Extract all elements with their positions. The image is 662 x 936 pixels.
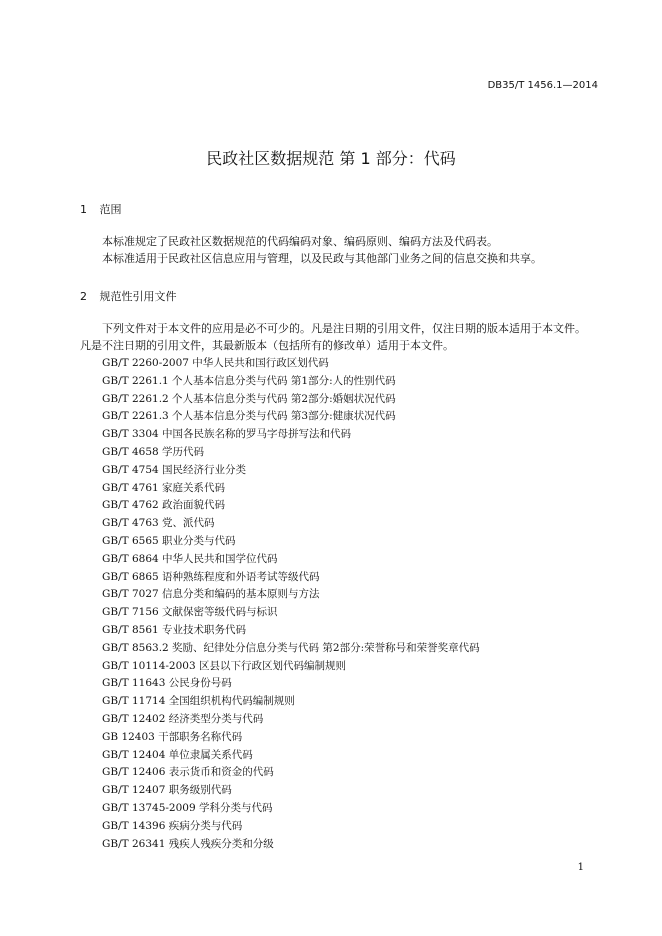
- reference-item: GB/T 3304 中国各民族名称的罗马字母拼写法和代码: [102, 428, 352, 441]
- reference-item: GB/T 14396 疾病分类与代码: [102, 819, 243, 832]
- section-number: 2: [80, 290, 87, 303]
- reference-item: GB/T 10114-2003 区县以下行政区划代码编制规则: [102, 659, 346, 672]
- section-heading-scope: [80, 201, 122, 217]
- reference-item: GB/T 6864 中华人民共和国学位代码: [102, 552, 278, 565]
- page-number: 1: [577, 862, 584, 873]
- standard-code: DB35/T 1456.1—2014: [487, 80, 598, 91]
- reference-item: GB/T 7027 信息分类和编码的基本原则与方法: [102, 588, 320, 601]
- section-title: 规范性引用文件: [99, 290, 177, 303]
- scope-paragraph-2: 本标准适用于民政社区信息应用与管理，以及民政与其他部门业务之间的信息交换和共享。: [102, 252, 542, 265]
- reference-item: GB/T 12406 表示货币和资金的代码: [102, 766, 274, 779]
- reference-item: GB/T 6865 语种熟练程度和外语考试等级代码: [102, 570, 320, 583]
- section-title: 范围: [99, 203, 122, 216]
- reference-item: GB/T 2261.2 个人基本信息分类与代码 第2部分:婚姻状况代码: [102, 392, 396, 405]
- reference-item: GB/T 2261.1 个人基本信息分类与代码 第1部分:人的性别代码: [102, 374, 396, 387]
- reference-item: GB/T 2261.3 个人基本信息分类与代码 第3部分:健康状况代码: [102, 410, 396, 423]
- reference-item: GB/T 13745-2009 学科分类与代码: [102, 801, 273, 814]
- reference-item: GB/T 11714 全国组织机构代码编制规则: [102, 695, 295, 708]
- references-intro: 下列文件对于本文件的应用是必不可少的。凡是注日期的引用文件，仅注日期的版本适用于本文件。凡是不注日期的引用文件，其最新版本（包括所有的修改单）适用于本文件。: [80, 322, 586, 352]
- reference-item: GB/T 8563.2 奖励、纪律处分信息分类与代码 第2部分:荣誉称号和荣誉奖章代码: [102, 641, 480, 654]
- reference-item: GB/T 4658 学历代码: [102, 445, 205, 458]
- reference-item: GB/T 26341 残疾人残疾分类和分级: [102, 837, 274, 850]
- scope-paragraph-1: 本标准规定了民政社区数据规范的代码编码对象、编码原则、编码方法及代码表。: [102, 235, 498, 248]
- document-title: 民政社区数据规范 第 1 部分：代码: [206, 149, 456, 168]
- reference-item: GB/T 12402 经济类型分类与代码: [102, 712, 264, 725]
- reference-item: GB/T 4754 国民经济行业分类: [102, 463, 247, 476]
- reference-item: GB/T 12404 单位隶属关系代码: [102, 748, 253, 761]
- reference-item: GB/T 4763 党、派代码: [102, 517, 215, 530]
- reference-item: GB/T 8561 专业技术职务代码: [102, 623, 247, 636]
- reference-item: GB 12403 干部职务名称代码: [102, 730, 243, 743]
- reference-item: GB/T 2260-2007 中华人民共和国行政区划代码: [102, 357, 329, 369]
- reference-item: GB/T 11643 公民身份号码: [102, 677, 232, 690]
- reference-item: GB/T 7156 文献保密等级代码与标识: [102, 606, 278, 619]
- reference-item: GB/T 4762 政治面貌代码: [102, 499, 226, 512]
- reference-item: GB/T 6565 职业分类与代码: [102, 534, 236, 547]
- reference-item: GB/T 12407 职务级别代码: [102, 784, 232, 797]
- reference-list: [102, 355, 480, 853]
- section-heading-references: [80, 288, 177, 304]
- reference-item: GB/T 4761 家庭关系代码: [102, 481, 226, 494]
- section-number: 1: [80, 203, 87, 216]
